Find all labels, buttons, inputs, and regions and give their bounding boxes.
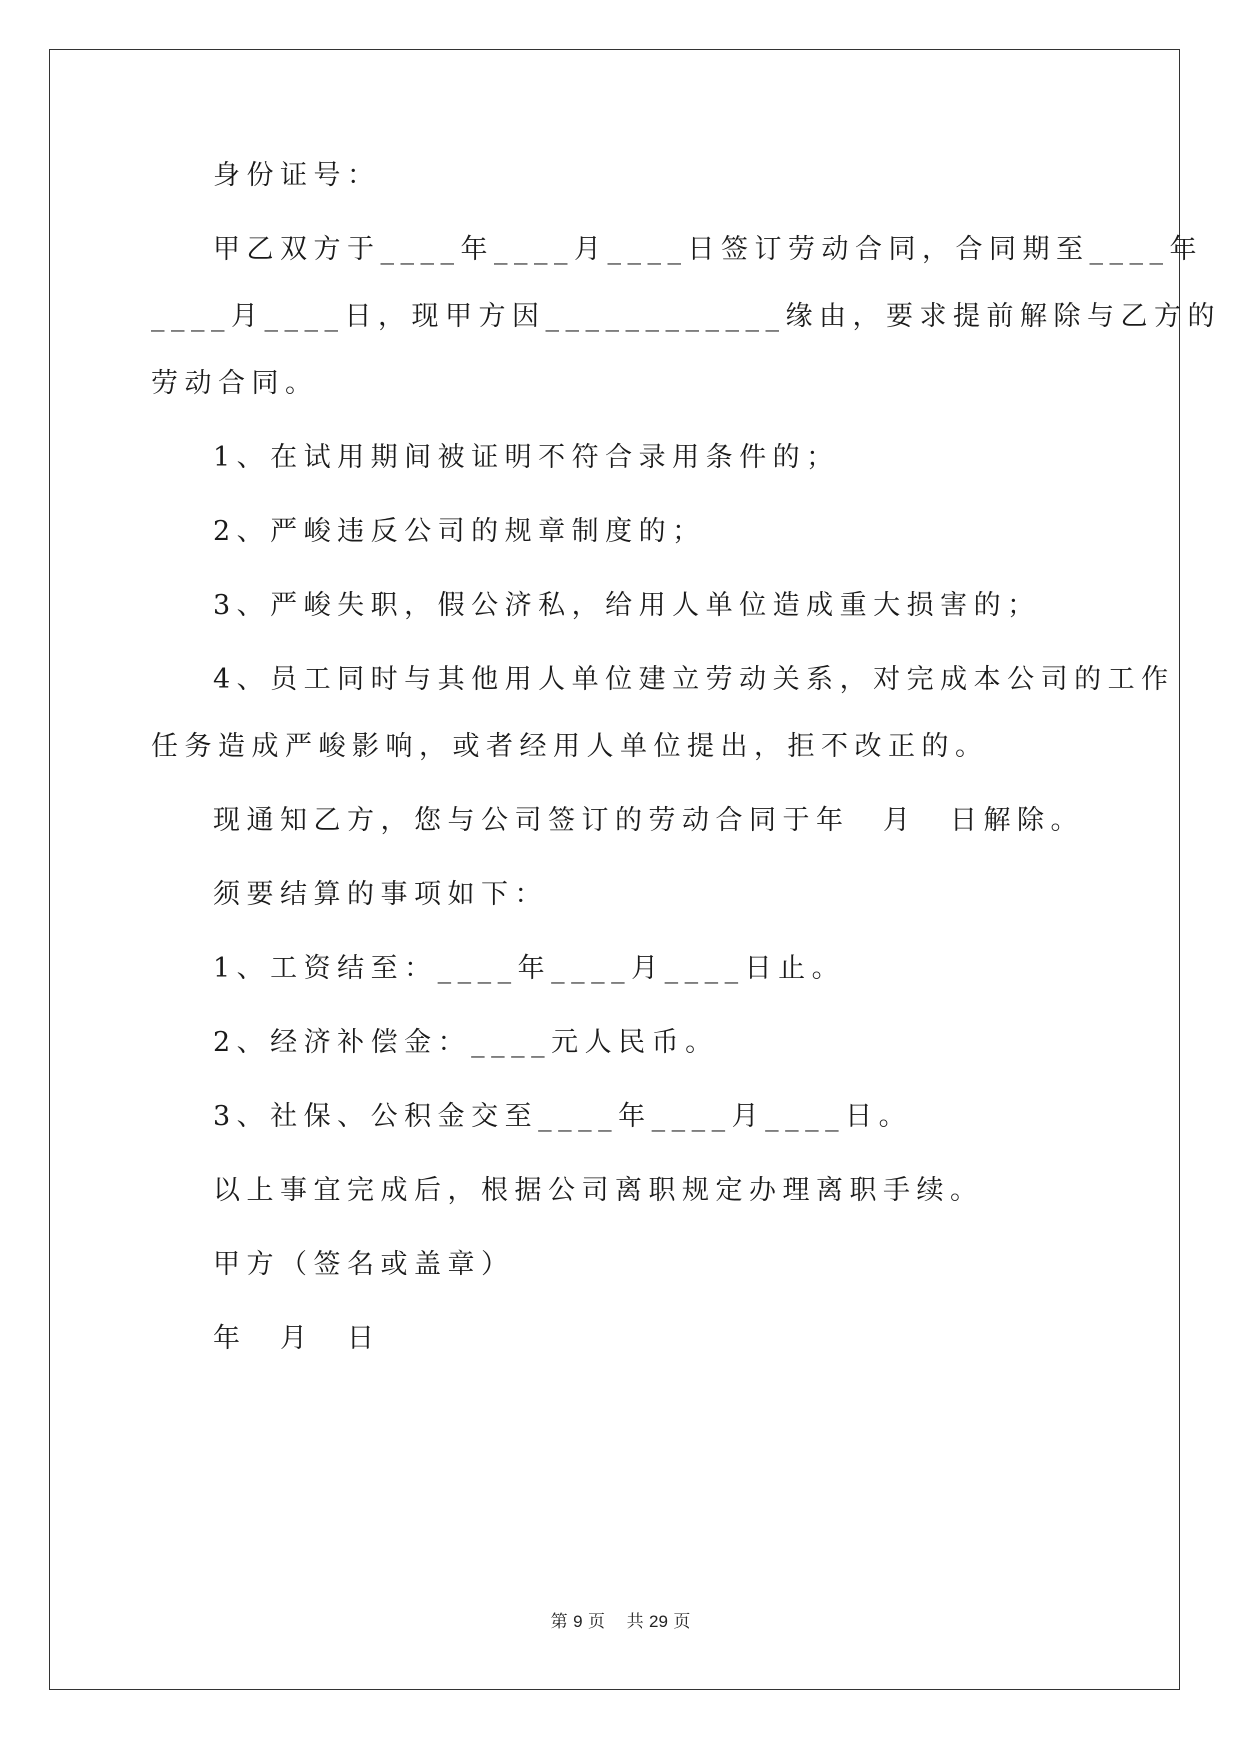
clause-2: 2、严峻违反公司的规章制度的； — [213, 516, 706, 547]
footer-page-word: 页 — [587, 1612, 605, 1632]
id-number-line: 身份证号： — [213, 160, 381, 191]
settlement-item-1: 1、工资结至：____年____月____日止。 — [213, 953, 846, 984]
clause-4-line-1: 4、员工同时与其他用人单位建立劳动关系，对完成本公司的工作 — [213, 664, 1175, 695]
footer-prefix: 第 — [550, 1612, 568, 1632]
contract-date-line-3: 劳动合同。 — [151, 368, 319, 399]
settlement-heading: 须要结算的事项如下： — [213, 879, 548, 910]
total-page-count: 29 — [648, 1612, 668, 1631]
termination-notice: 现通知乙方，您与公司签订的劳动合同于年 月 日解除。 — [213, 805, 1084, 836]
clause-3: 3、严峻失职，假公济私，给用人单位造成重大损害的； — [213, 590, 1041, 621]
clause-1: 1、在试用期间被证明不符合录用条件的； — [213, 442, 840, 473]
page-footer — [0, 1612, 1241, 1632]
settlement-item-2: 2、经济补偿金：____元人民币。 — [213, 1027, 719, 1058]
party-a-signature: 甲方（签名或盖章） — [213, 1249, 515, 1280]
footer-total-prefix: 共 — [626, 1612, 644, 1632]
procedure-note: 以上事宜完成后，根据公司离职规定办理离职手续。 — [213, 1175, 984, 1206]
signature-date: 年 月 日 — [213, 1323, 381, 1354]
contract-date-line-2: ____月____日，现甲方因____________缘由，要求提前解除与乙方的 — [151, 301, 1221, 332]
footer-total-word: 页 — [673, 1612, 691, 1632]
settlement-item-3: 3、社保、公积金交至____年____月____日。 — [213, 1101, 913, 1132]
clause-4-line-2: 任务造成严峻影响，或者经用人单位提出，拒不改正的。 — [151, 731, 989, 762]
current-page-number: 9 — [573, 1612, 583, 1631]
document-body — [151, 160, 1221, 1355]
contract-date-line-1: 甲乙双方于____年____月____日签订劳动合同，合同期至____年 — [213, 234, 1203, 265]
